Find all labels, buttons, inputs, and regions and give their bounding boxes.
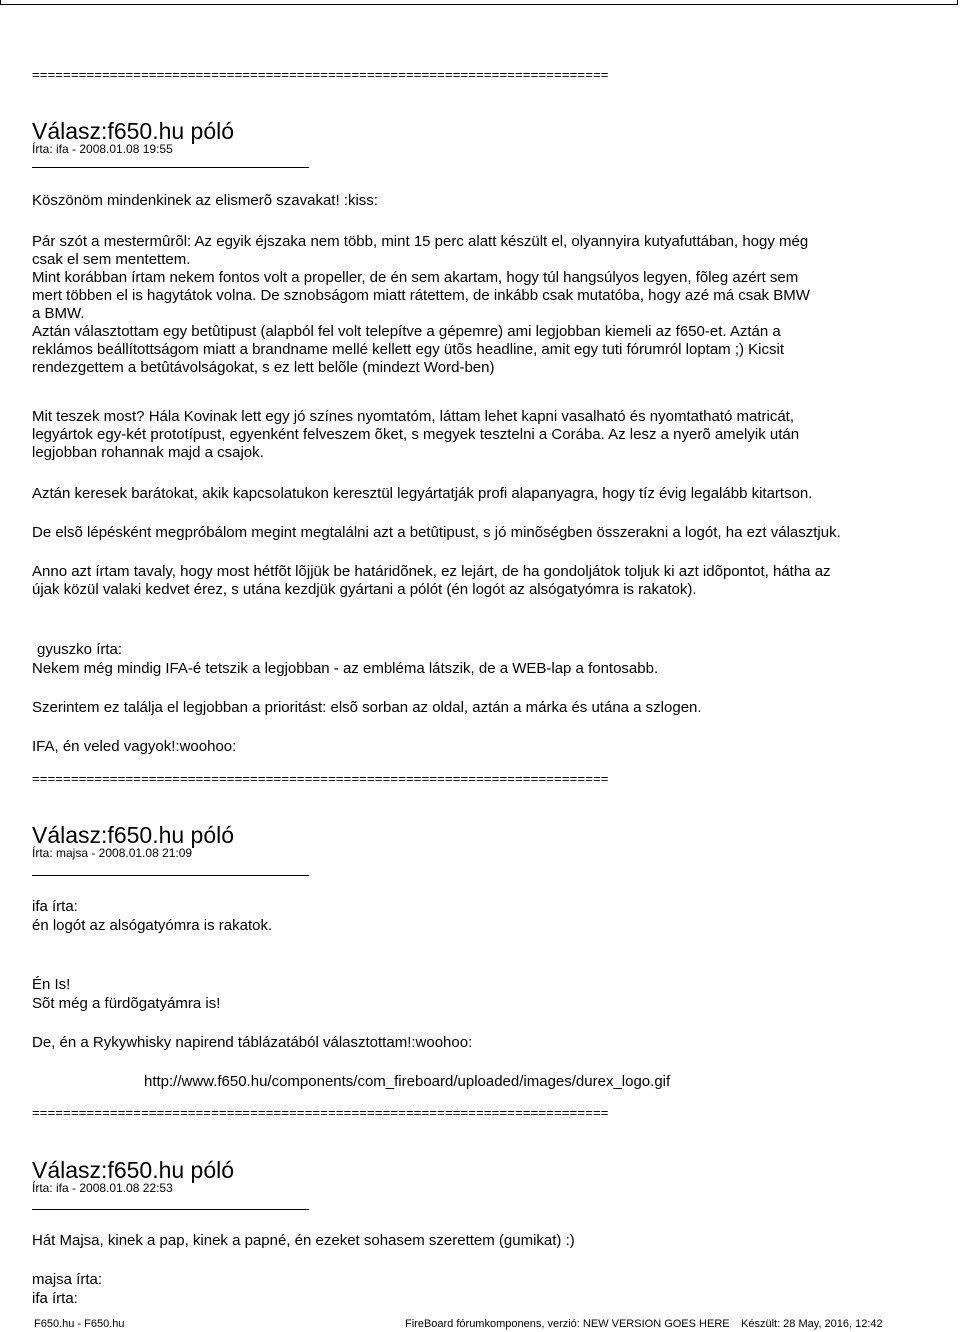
post-text: De, én a Rykywhisky napirend táblázatából választottam!:woohoo:: [32, 1034, 473, 1051]
footer-site: F650.hu - F650.hu: [34, 1318, 125, 1330]
text-line: legjobban rohannak majd a csajok.: [32, 444, 264, 461]
post-title: Válasz:f650.hu póló: [32, 1157, 235, 1183]
page-top-frame: [0, 0, 958, 5]
image-url-link[interactable]: http://www.f650.hu/components/com_fireboard/uploaded/images/durex_logo.gif: [144, 1073, 671, 1090]
post-text: Szerintem ez találja el legjobban a prioritást: elsõ sorban az oldal, aztán a márka és utána a szlogen.: [32, 699, 702, 716]
text-line: újak közül valaki kedvet érez, s utána kezdjük gyártani a pólót (én logót az alsógatyómra is rakatok).: [32, 581, 697, 598]
post-meta: Írta: ifa - 2008.01.08 22:53: [32, 1181, 173, 1195]
post-text: Hát Majsa, kinek a pap, kinek a papné, én ezeket sohasem szerettem (gumikat) :): [32, 1232, 575, 1249]
text-line: Anno azt írtam tavaly, hogy most hétfõt lõjjük be határidõnek, ez lejárt, de ha gondoljátok toljuk ki azt idõpontot, hátha az: [32, 563, 831, 580]
post-separator: ==========================================================================: [32, 771, 609, 786]
quote-header: ifa írta:: [32, 1290, 78, 1307]
text-line: rendezgettem a betûtávolságokat, s ez lett belõle (mindezt Word-ben): [32, 359, 495, 376]
post-text: Aztán keresek barátokat, akik kapcsolatukon keresztül legyártatják profi alapanyagra, hogy tíz évig legalább kitartson.: [32, 485, 813, 502]
post-title: Válasz:f650.hu póló: [32, 118, 235, 144]
post-rule: [32, 1209, 309, 1210]
text-line: Mint korábban írtam nekem fontos volt a propeller, de én sem akartam, hogy túl hangsúlyos legyen, fõleg azért sem: [32, 269, 799, 286]
post-rule: [32, 167, 309, 168]
post-title: Válasz:f650.hu póló: [32, 822, 235, 848]
text-line: mert többen el is hagytátok volna. De sznobságom miatt rátettem, de inkább csak mutatóba, hogy azé má csak BMW: [32, 287, 810, 304]
text-line: reklámos beállítottságom miatt a brandname mellé kellett egy ütõs headline, amit egy tuti fórumról loptam ;) Kicsit: [32, 341, 785, 358]
post-text: Sõt még a fürdõgatyámra is!: [32, 995, 221, 1012]
text-line: Mit teszek most? Hála Kovinak lett egy jó színes nyomtatóm, láttam lehet kapni vasalható és nyomtatható matricát,: [32, 408, 795, 425]
quote-header: majsa írta:: [32, 1271, 103, 1288]
footer-component: FireBoard fórumkomponens, verzió: NEW VERSION GOES HERE: [405, 1318, 730, 1330]
quote-text: én logót az alsógatyómra is rakatok.: [32, 917, 273, 934]
text-line: a BMW.: [32, 305, 85, 322]
post-separator: ==========================================================================: [32, 67, 609, 82]
quote-text: Nekem még mindig IFA-é tetszik a legjobban - az embléma látszik, de a WEB-lap a fontosabb.: [32, 660, 659, 677]
post-text: Én Is!: [32, 976, 71, 993]
text-line: legyártok egy-két prototípust, egyenként felveszem õket, s megyek tesztelni a Corába. Az lesz a nyerõ amelyik után: [32, 426, 800, 443]
post-meta: Írta: ifa - 2008.01.08 19:55: [32, 142, 173, 156]
post-text: De elsõ lépésként megpróbálom megint megtalálni azt a betûtipust, s jó minõségben összerakni a logót, ha ezt választjuk.: [32, 524, 841, 541]
post-text: Köszönöm mindenkinek az elismerõ szavakat! :kiss:: [32, 192, 378, 209]
post-meta: Írta: majsa - 2008.01.08 21:09: [32, 846, 193, 860]
quote-header: gyuszko írta:: [37, 641, 123, 658]
post-rule: [32, 875, 309, 876]
text-line: csak el sem mentettem.: [32, 251, 191, 268]
footer-generated: Készült: 28 May, 2016, 12:42: [741, 1318, 883, 1330]
post-paragraph: [32, 408, 912, 462]
post-paragraph: [32, 233, 912, 377]
quote-header: ifa írta:: [32, 898, 78, 915]
post-text: IFA, én veled vagyok!:woohoo:: [32, 738, 237, 755]
post-separator: ==========================================================================: [32, 1105, 609, 1120]
text-line: Aztán választottam egy betûtipust (alapból fel volt telepítve a gépemre) ami legjobban kiemeli az f650-et. Aztán a: [32, 323, 781, 340]
text-line: Pár szót a mestermûrõl: Az egyik éjszaka nem több, mint 15 perc alatt készült el, olyannyira kutyafuttában, hogy még: [32, 233, 809, 250]
post-paragraph: [32, 563, 912, 599]
